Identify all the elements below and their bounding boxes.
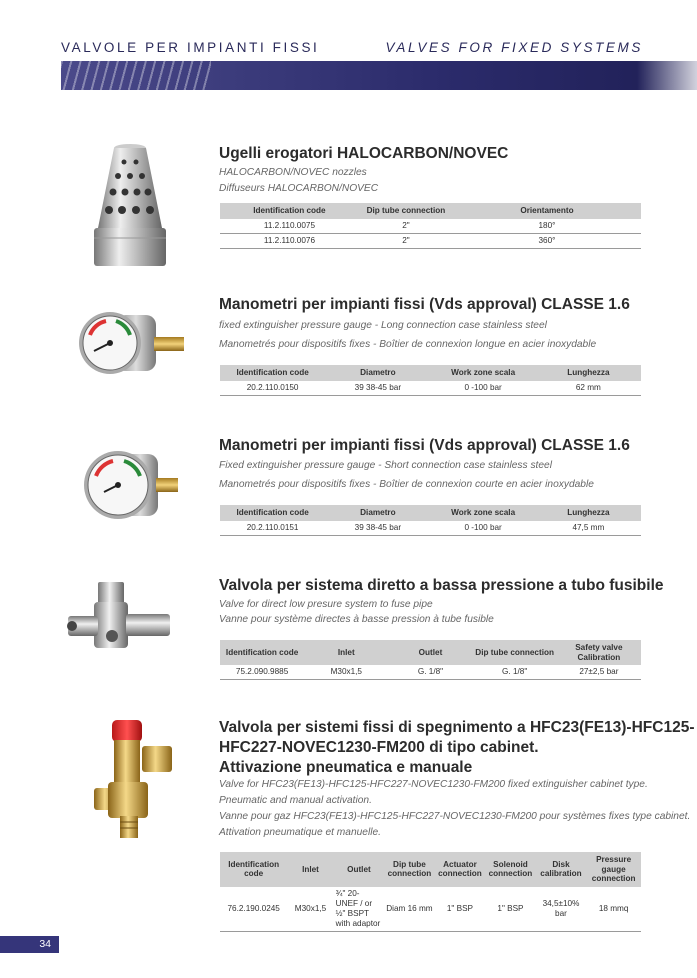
table-cell: 2" bbox=[359, 233, 453, 248]
table-header: Work zone scala bbox=[431, 365, 536, 381]
table-header: Dip tube connection bbox=[359, 203, 453, 219]
table-header: Identification code bbox=[220, 203, 359, 219]
header-band-stripes bbox=[61, 61, 211, 90]
gauge-long-subtitle-en: fixed extinguisher pressure gauge - Long connection case stainless steel bbox=[219, 320, 547, 331]
cabinet-valve-subtitle-2: Pneumatic and manual activation. bbox=[219, 795, 372, 806]
table-cell: M30x1,5 bbox=[304, 665, 388, 680]
table-cell: 360° bbox=[453, 233, 641, 248]
table-cell: G. 1/8" bbox=[388, 665, 472, 680]
table-header: Diametro bbox=[325, 365, 430, 381]
table-cell: 39 38-45 bar bbox=[325, 521, 430, 536]
cabinet-valve-spec-table bbox=[220, 852, 641, 932]
table-cell: 0 -100 bar bbox=[431, 521, 536, 536]
table-header: Inlet bbox=[287, 852, 333, 887]
gauge-long-subtitle-fr: Manometrés pour dispositifs fixes - Boîtier de connexion longue en acier inoxydable bbox=[219, 339, 597, 350]
fuse-valve-subtitle-fr: Vanne pour système directes à basse pression à tube fusible bbox=[219, 614, 494, 625]
table-row bbox=[220, 381, 641, 396]
nozzle-photo bbox=[80, 140, 180, 280]
table-header: Pressure gauge connection bbox=[586, 852, 641, 887]
fuse-valve-spec-table bbox=[220, 640, 641, 680]
table-cell: 27±2,5 bar bbox=[557, 665, 641, 680]
table-cell: 0 -100 bar bbox=[431, 381, 536, 396]
page-number: 34 bbox=[0, 936, 59, 953]
table-cell: Diam 16 mm bbox=[384, 887, 435, 932]
table-header: Inlet bbox=[304, 640, 388, 665]
table-cell: M30x1,5 bbox=[287, 887, 333, 932]
gauge-short-title: Manometri per impianti fissi (Vds approval) CLASSE 1.6 bbox=[219, 437, 630, 454]
header-band-fade bbox=[637, 61, 697, 90]
table-cell: 1" BSP bbox=[485, 887, 536, 932]
table-cell: 11.2.110.0076 bbox=[220, 233, 359, 248]
table-header: Lunghezza bbox=[536, 505, 641, 521]
gauge-long-title: Manometri per impianti fissi (Vds approval) CLASSE 1.6 bbox=[219, 296, 630, 313]
table-cell: G. 1/8" bbox=[473, 665, 557, 680]
table-cell: 1" BSP bbox=[435, 887, 486, 932]
nozzle-title: Ugelli erogatori HALOCARBON/NOVEC bbox=[219, 145, 509, 162]
gauge-long-photo bbox=[76, 305, 188, 385]
table-cell: 2" bbox=[359, 219, 453, 234]
table-row bbox=[220, 665, 641, 680]
table-row bbox=[220, 233, 641, 248]
table-row bbox=[220, 521, 641, 536]
cabinet-valve-title-line-1: Valvola per sistemi fissi di spegnimento a HFC23(FE13)-HFC125- bbox=[219, 719, 695, 736]
table-cell: 34,5±10% bar bbox=[536, 887, 587, 932]
header-title-english: VALVES FOR FIXED SYSTEMS bbox=[385, 40, 643, 55]
gauge-long-spec-table bbox=[220, 365, 641, 396]
table-cell: 18 mmq bbox=[586, 887, 641, 932]
table-row bbox=[220, 887, 641, 932]
fuse-valve-photo bbox=[64, 578, 180, 662]
cabinet-valve-subtitle-4: Attivation pneumatique et manuelle. bbox=[219, 827, 381, 838]
table-header: Work zone scala bbox=[431, 505, 536, 521]
nozzle-subtitle-en: HALOCARBON/NOVEC nozzles bbox=[219, 167, 367, 178]
gauge-short-spec-table bbox=[220, 505, 641, 536]
cabinet-valve-title-line-3: Attivazione pneumatica e manuale bbox=[219, 759, 473, 776]
table-header: Identification code bbox=[220, 505, 325, 521]
table-cell: 39 38-45 bar bbox=[325, 381, 430, 396]
table-cell: 62 mm bbox=[536, 381, 641, 396]
cabinet-valve-subtitle-3: Vanne pour gaz HFC23(FE13)-HFC125-HFC227-NOVEC1230-FM200 pour systèmes fixes type cabinet. bbox=[219, 811, 691, 822]
table-header: Identification code bbox=[220, 640, 304, 665]
fuse-valve-title: Valvola per sistema diretto a bassa pressione a tubo fusibile bbox=[219, 577, 664, 594]
table-cell: 76.2.190.0245 bbox=[220, 887, 287, 932]
cabinet-valve-title-line-2: HFC227-NOVEC1230-FM200 di tipo cabinet. bbox=[219, 739, 539, 756]
cabinet-valve-photo bbox=[86, 716, 186, 846]
gauge-short-photo bbox=[80, 440, 184, 530]
table-header: Orientamento bbox=[453, 203, 641, 219]
table-header: Identification code bbox=[220, 365, 325, 381]
table-cell: 75.2.090.9885 bbox=[220, 665, 304, 680]
fuse-valve-subtitle-en: Valve for direct low presure system to fuse pipe bbox=[219, 599, 433, 610]
table-header: Solenoid connection bbox=[485, 852, 536, 887]
table-header: Diametro bbox=[325, 505, 430, 521]
table-header: Safety valve Calibration bbox=[557, 640, 641, 665]
table-header: Dip tube connection bbox=[473, 640, 557, 665]
header-title-italian: VALVOLE PER IMPIANTI FISSI bbox=[61, 40, 320, 55]
table-cell: 47,5 mm bbox=[536, 521, 641, 536]
table-header: Dip tube connection bbox=[384, 852, 435, 887]
cabinet-valve-subtitle-1: Valve for HFC23(FE13)-HFC125-HFC227-NOVEC1230-FM200 fixed extinguisher cabinet type. bbox=[219, 779, 648, 790]
table-header: Identification code bbox=[220, 852, 287, 887]
header-band bbox=[61, 61, 697, 90]
table-cell: 20.2.110.0150 bbox=[220, 381, 325, 396]
table-header: Outlet bbox=[334, 852, 385, 887]
table-header: Outlet bbox=[388, 640, 472, 665]
nozzle-spec-table bbox=[220, 203, 641, 249]
table-header: Disk calibration bbox=[536, 852, 587, 887]
table-cell: 180° bbox=[453, 219, 641, 234]
table-header: Actuator connection bbox=[435, 852, 486, 887]
table-header: Lunghezza bbox=[536, 365, 641, 381]
table-cell: 20.2.110.0151 bbox=[220, 521, 325, 536]
nozzle-subtitle-fr: Diffuseurs HALOCARBON/NOVEC bbox=[219, 183, 379, 194]
table-cell: 11.2.110.0075 bbox=[220, 219, 359, 234]
gauge-short-subtitle-fr: Manometrés pour dispositifs fixes - Boîtier de connexion courte en acier inoxydable bbox=[219, 479, 594, 490]
table-cell: ¾" 20- UNEF / or ½" BSPT with adaptor bbox=[334, 887, 385, 932]
gauge-short-subtitle-en: Fixed extinguisher pressure gauge - Short connection case stainless steel bbox=[219, 460, 552, 471]
table-row bbox=[220, 219, 641, 234]
